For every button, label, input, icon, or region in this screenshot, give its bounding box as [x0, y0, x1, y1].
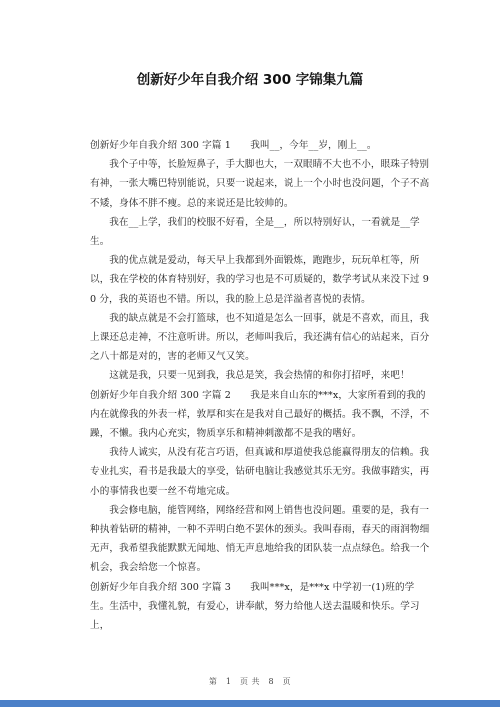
- paragraph: 我在__上学，我们的校服不好看，全是__，所以特别好认，一看就是__学生。: [90, 216, 420, 248]
- paragraph: 我会修电脑，能管网络，网络经营和网上销售也没问题。重要的是，我有一种执着钻研的精神，一种不弄明白绝不罢休的颈头。我叫春雨，春天的雨润物细无声，我希望我能默默无闻地、悄无声息地给我的团队装一点点绿色。给我一个机会，我会给您一个惊喜。: [90, 504, 430, 574]
- paragraph: 创新好少年自我介绍 300 字篇 1 我叫__，今年__岁，刚上__。: [90, 140, 377, 151]
- document-body: [90, 136, 430, 635]
- paragraph: 我的优点就是爱动，每天早上我都到外面锻炼，跑跑步，玩玩单杠等，所以，我在学校的体育特别好，我的学习也是不可质疑的，数学考试从来没下过 90 分，我的英语也不错。所以，我的脸上总是洋溢者喜悦的表情。: [90, 255, 429, 305]
- page-footer: 第 1 页 共 8 页: [208, 677, 292, 686]
- paragraph: 创新好少年自我介绍 300 字篇 2 我是来自山东的***x，大家所看到的我的内在就像我的外表一样，敦厚和实在是我对自己最好的概括。我不飘，不浮，不躁，不懒。我内心充实，物质享乐和精神刺激都不是我的嗜好。: [90, 389, 430, 440]
- paragraph: 我的缺点就是不会打篮球，也不知道是怎么一回事，就是不喜欢，而且，我上课还总走神，不注意听讲。所以，老师叫我后，我还满有信心的站起来，百分之八十都是对的，害的老师又气又笑。: [90, 312, 430, 363]
- paragraph: 创新好少年自我介绍 300 字篇 3 我叫***x，是***x 中学初一(1)班的学生。生活中，我懂礼貌，有爱心，讲奉献，努力给他人送去温暖和快乐。学习上，: [90, 581, 420, 632]
- page-title: 创新好少年自我介绍 300 字锦集九篇: [136, 72, 364, 88]
- paragraph: 我待人诚实，从没有花言巧语，但真诚和厚道使我总能赢得朋友的信赖。我专业扎实，看书是我最大的享受，钻研电脑让我感觉其乐无穷。我做事踏实，再小的事情我也要一丝不苟地完成。: [90, 447, 430, 497]
- paragraph: 我个子中等，长脸短鼻子，手大脚也大，一双眼睛不大也不小，眼珠子特别有神，一张大嘴巴特别能说，只要一说起来，说上一个小时也没问题，个子不高不矮，身体不胖不瘦。总的来说还是比较帅的。: [90, 159, 430, 209]
- bottom-accent-bar: [0, 700, 500, 707]
- paragraph: 这就是我，只要一见到我，我总是笑，我会热情的和你打招呼，来吧！: [109, 370, 410, 382]
